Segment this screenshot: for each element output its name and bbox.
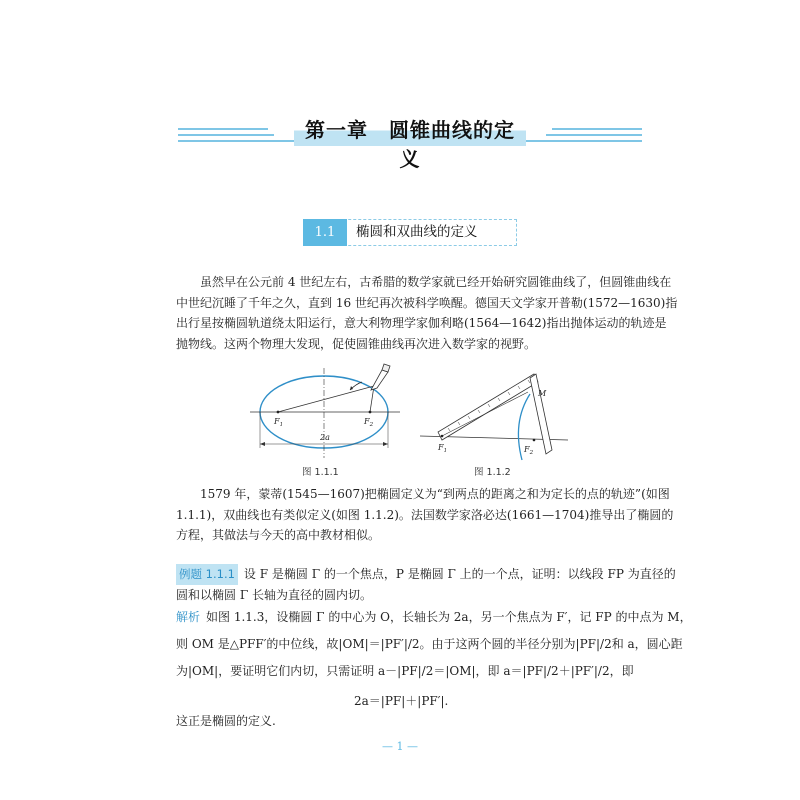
chapter-deco-line-left-1 bbox=[178, 128, 268, 130]
solution-conclusion: 这正是椭圆的定义. bbox=[176, 714, 276, 728]
string-line bbox=[442, 392, 528, 436]
history-line: 1579 年，蒙蒂(1545—1607)把椭圆定义为“到两点的距离之和为定长的点的轨迹”(如图 bbox=[200, 487, 670, 501]
focus-f1-point bbox=[441, 435, 444, 438]
label-f1: $F_1$ bbox=[438, 443, 448, 454]
pencil-icon bbox=[371, 370, 388, 390]
pencil-end-icon bbox=[382, 364, 390, 372]
solution-equation: 2a＝|PF|＋|PF′|. bbox=[354, 694, 449, 708]
figure-2-caption: 图 1.1.2 bbox=[474, 467, 511, 478]
solution-line: 为|OM|，要证明它们内切，只需证明 a－|PF|/2＝|OM|，即 a＝|PF|/2＋|PF′|/2，即 bbox=[176, 664, 634, 678]
string-line-f1 bbox=[278, 386, 374, 412]
intro-line: 出行星按椭圆轨道绕太阳运行，意大利物理学家伽利略(1564—1642)指出抛体运动的轨迹是 bbox=[176, 316, 667, 330]
dim-arrow-left bbox=[260, 442, 265, 446]
chapter-title: 第一章 圆锥曲线的定义 bbox=[305, 118, 515, 171]
chapter-deco-line-right-1 bbox=[552, 128, 642, 130]
second-ruler-icon bbox=[530, 374, 552, 454]
solution-tag: 解析 bbox=[176, 610, 201, 624]
label-f2: $F_2$ bbox=[524, 445, 534, 456]
focus-f2-point bbox=[533, 439, 536, 442]
intro-line: 虽然早在公元前 4 世纪左右，古希腊的数学家就已经开始研究圆锥曲线了，但圆锥曲线在 bbox=[200, 275, 672, 289]
example-line: 圆和以椭圆 Γ 长轴为直径的圆内切。 bbox=[176, 587, 372, 602]
figure-ellipse bbox=[250, 360, 410, 460]
section-title: 椭圆和双曲线的定义 bbox=[356, 224, 478, 240]
solution-line bbox=[176, 604, 692, 631]
figure-hyperbola bbox=[418, 370, 578, 462]
label-f1: $F_1$ bbox=[274, 417, 284, 428]
focus-f1-point bbox=[277, 411, 280, 414]
intro-line: 抛物线。这两个物理大发现，促使圆锥曲线再次进入数学家的视野。 bbox=[176, 336, 537, 351]
chapter-deco-line-right-3 bbox=[526, 140, 642, 142]
section-number: 1.1 bbox=[303, 219, 347, 246]
example-text-1: 设 F 是椭圆 Γ 的一个焦点，P 是椭圆 Γ 上的一个点，证明：以线段 FP 为直径的 bbox=[243, 567, 676, 581]
history-line: 方程，其做法与今天的高中教材相似。 bbox=[176, 528, 381, 542]
intro-line: 中世纪沉睡了千年之久，直到 16 世纪再次被科学唤醒。德国天文学家开普勒(1572—1630)指 bbox=[176, 295, 678, 310]
history-paragraph bbox=[176, 484, 674, 546]
solution-block bbox=[176, 604, 692, 685]
chapter-deco-line-right-2 bbox=[546, 134, 642, 136]
page-number: — 1 — bbox=[382, 740, 418, 753]
chapter-deco-line-left-3 bbox=[178, 140, 294, 142]
solution-text-1: 如图 1.1.3，设椭圆 Γ 的中心为 O，长轴长为 2a，另一个焦点为 F′，记 FP 的中点为 M， bbox=[206, 610, 692, 624]
chapter-deco-line-left-2 bbox=[178, 134, 274, 136]
solution-line: 则 OM 是△PFF′的中位线，故|OM|＝|PF′|/2。由于这两个圆的半径分别为|PF|/2和 a，圆心距 bbox=[176, 637, 683, 651]
label-2a: 2a bbox=[320, 433, 330, 442]
focus-f2-point bbox=[369, 411, 372, 414]
label-f2: $F_2$ bbox=[364, 417, 374, 428]
history-line: 1.1.1)，双曲线也有类似定义(如图 1.1.2)。法国数学家洛必达(1661—1704)推导出了椭圆的 bbox=[176, 507, 674, 522]
intro-paragraph bbox=[176, 272, 678, 354]
example-tag: 例题 1.1.1 bbox=[176, 564, 238, 585]
example-block bbox=[176, 564, 676, 605]
example-line bbox=[176, 564, 676, 585]
figure-1-caption: 图 1.1.1 bbox=[302, 467, 339, 478]
label-m: M bbox=[538, 389, 547, 398]
dim-arrow-right bbox=[383, 442, 388, 446]
